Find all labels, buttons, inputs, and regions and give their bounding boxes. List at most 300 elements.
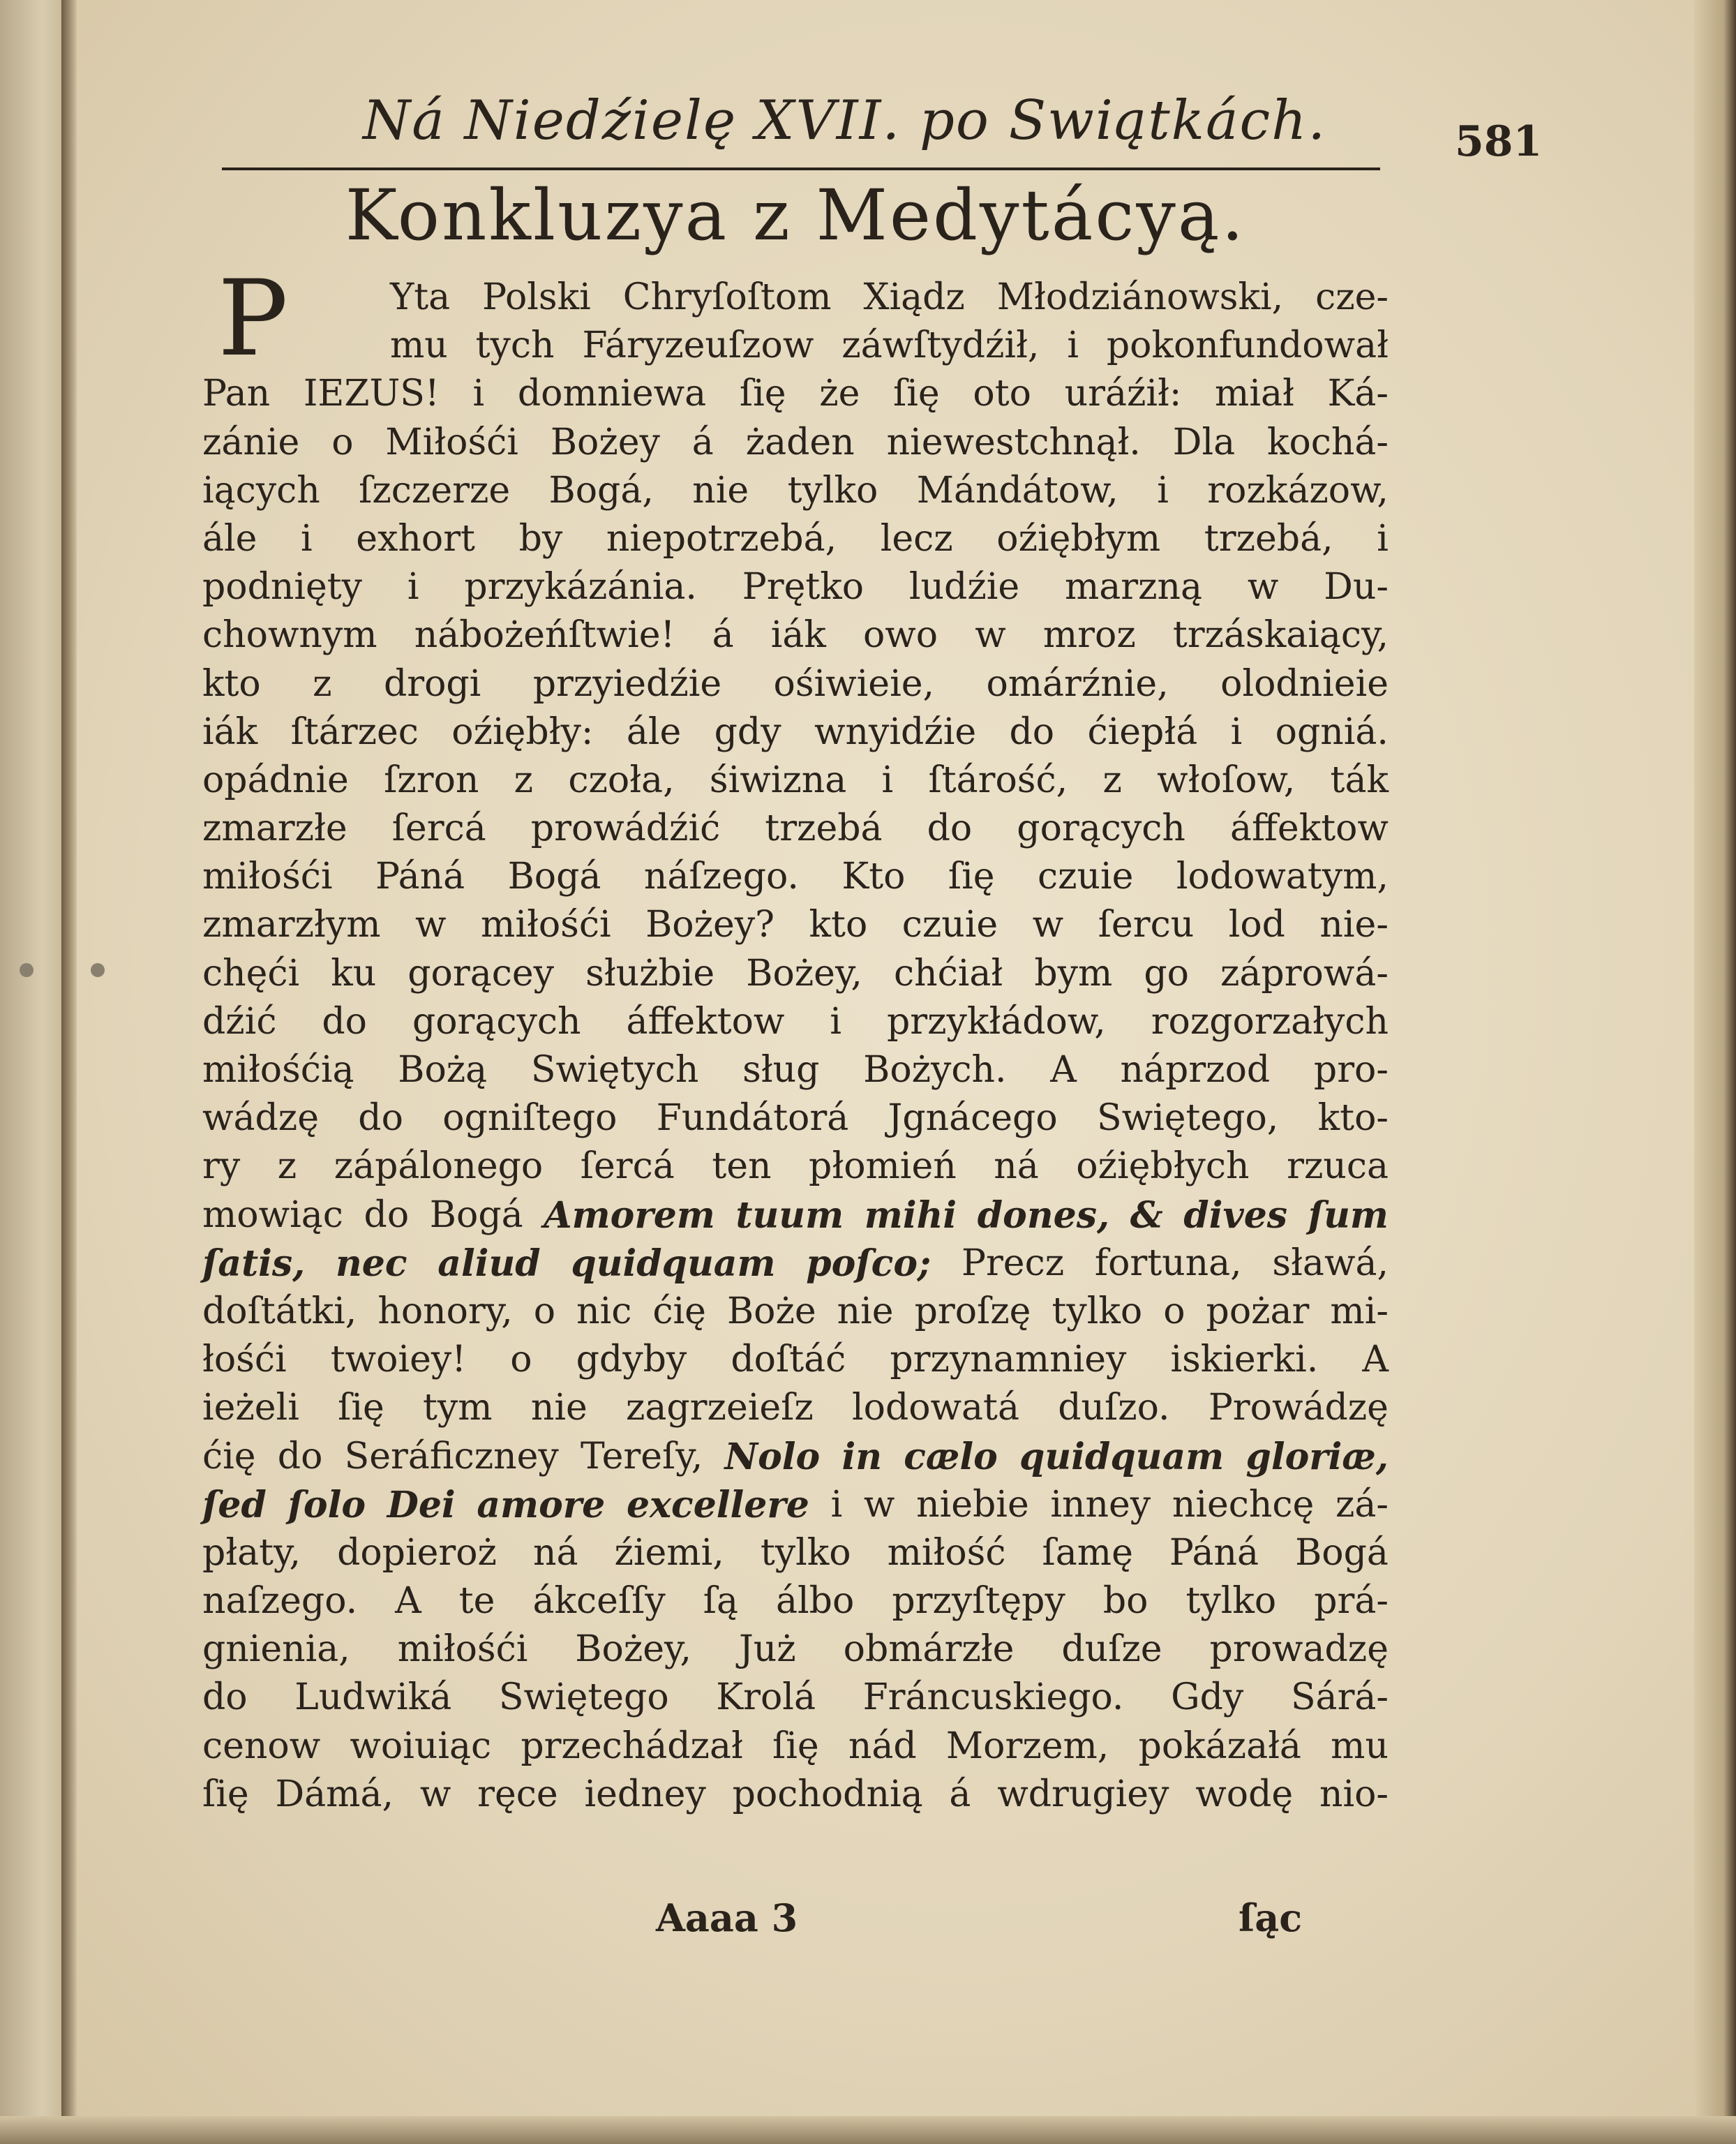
text-line [298, 274, 1389, 322]
word: Bożey, [575, 1628, 691, 1671]
word: domniewa [517, 373, 707, 415]
word: nio- [1319, 1773, 1389, 1815]
word: cælo [904, 1435, 998, 1478]
word: tym [423, 1387, 493, 1429]
word: Jgnácego [888, 1097, 1058, 1140]
word: Młodziánowski, [996, 276, 1284, 318]
word: że [819, 373, 860, 415]
word: żaden [745, 421, 855, 463]
binding-hole-mark [20, 963, 33, 977]
word: nábożeńſtwie! [414, 614, 675, 657]
word: Bożey? [645, 904, 775, 946]
word: záprowá- [1220, 952, 1389, 995]
word: ſzron [384, 759, 479, 801]
word: do [202, 1676, 248, 1719]
word: ku [331, 952, 377, 995]
word: Amorem [544, 1193, 715, 1237]
word: Morzem, [945, 1725, 1109, 1767]
text-line [202, 1674, 1389, 1722]
word: ręce [477, 1773, 558, 1815]
word: duſze [1061, 1628, 1162, 1671]
word: oźiębłym [996, 517, 1161, 560]
word: z [313, 662, 332, 705]
word: miał [1215, 373, 1294, 415]
word: Páná [1169, 1531, 1259, 1574]
word: gorących [412, 1000, 581, 1043]
word: ták [1330, 759, 1389, 801]
word: Fundátorá [656, 1097, 849, 1140]
text-line [202, 370, 1389, 418]
word: niewestchnął. [886, 421, 1141, 463]
text-line [298, 322, 1389, 370]
word: lodowatym, [1176, 856, 1389, 898]
book-gutter [61, 0, 77, 2144]
word: duſzo. [1058, 1387, 1170, 1429]
word: nie [837, 1290, 894, 1332]
word: sług [742, 1049, 820, 1091]
running-head: Ná Niedźielę XVII. po Swiątkách. [363, 89, 1327, 152]
word: o [510, 1339, 532, 1381]
word: ſię [772, 1725, 819, 1767]
section-title: Konkluzya z Medytácyą. [345, 174, 1246, 256]
word: prowadzę [1209, 1628, 1389, 1671]
word: gloriæ, [1245, 1435, 1389, 1478]
text-line [202, 1336, 1389, 1384]
word: Ludwiká [294, 1676, 452, 1719]
word: do [277, 1435, 323, 1477]
word: mu [1331, 1725, 1389, 1767]
word: uráźił: [1064, 373, 1182, 415]
word: ſię [739, 373, 786, 415]
word: lecz [880, 517, 953, 560]
word: z [277, 1145, 297, 1188]
word: ćię [202, 1435, 256, 1477]
word: ſed [202, 1483, 267, 1526]
word: bym [1034, 952, 1113, 995]
word: Polski [482, 276, 591, 318]
page-footer [202, 1896, 1389, 1944]
binding-hole-mark [91, 963, 105, 977]
word: tuum [735, 1193, 844, 1237]
word: gorących [1017, 807, 1185, 850]
word: miłośći [202, 856, 333, 898]
word: i [1157, 469, 1169, 512]
page-right-edge [1694, 0, 1736, 2144]
word: te [458, 1580, 495, 1623]
word: zápálonego [334, 1145, 544, 1188]
word: áffektow [1229, 807, 1389, 850]
word: iących [202, 469, 320, 512]
facing-page-edge [0, 0, 70, 2144]
header-rule [222, 168, 1380, 170]
word: w [975, 614, 1006, 657]
word: do [927, 807, 973, 850]
word: tylko [1052, 1290, 1143, 1332]
word: drogi [383, 662, 481, 705]
word: by [518, 517, 563, 560]
word: ſię [338, 1387, 384, 1429]
word: prá- [1314, 1580, 1389, 1623]
word: Boże [726, 1290, 816, 1332]
word: ále [202, 517, 257, 560]
word: Páná [375, 856, 465, 898]
word: oźiębłych [1076, 1145, 1250, 1188]
word: lodowatá [852, 1387, 1019, 1429]
word: dźić [202, 1000, 277, 1043]
word: sławá, [1272, 1242, 1389, 1284]
word: włoſow, [1157, 759, 1296, 801]
word: nie- [1319, 904, 1389, 946]
word: ſię [202, 1773, 249, 1815]
word: tylko [760, 1531, 851, 1574]
word: miłośćią [202, 1049, 354, 1091]
word: Mándátow, [916, 469, 1118, 512]
word: zmarzłe [202, 807, 347, 850]
word: źiemi, [614, 1531, 724, 1574]
text-line [202, 1771, 1389, 1819]
word: miłość [887, 1531, 1006, 1574]
body-text [202, 258, 1389, 1819]
word: ogniſtego [442, 1097, 618, 1140]
word: bo [1102, 1580, 1148, 1623]
text-line [202, 1433, 1389, 1481]
word: w [415, 904, 447, 946]
word: Krolá [716, 1676, 816, 1719]
word: aliud [437, 1242, 541, 1285]
text-line [202, 1625, 1389, 1674]
word: do [364, 1193, 410, 1236]
word: álbo [776, 1580, 855, 1623]
word: Już [738, 1628, 796, 1671]
word: kto- [1317, 1097, 1389, 1140]
word: pochodnią [732, 1773, 923, 1815]
word: mu [389, 325, 448, 367]
text-line [202, 611, 1389, 660]
word: rzuca [1287, 1145, 1389, 1188]
word: záwſtydźił, [841, 325, 1040, 367]
word: kochá- [1266, 421, 1389, 463]
word: olodnieie [1220, 662, 1389, 705]
signature-mark: Aaaa 3 [656, 1896, 798, 1940]
word: ſię [948, 856, 995, 898]
text-line [202, 805, 1389, 853]
word: ſzczerze [359, 469, 511, 512]
word: ſercu [1098, 904, 1195, 946]
word: ſtárzec [290, 710, 419, 753]
word: nie [692, 469, 749, 512]
word: zá- [1335, 1483, 1389, 1526]
text-line [202, 1384, 1389, 1432]
text-line [202, 419, 1389, 467]
text-line [202, 1288, 1389, 1336]
word: dopieroż [337, 1531, 497, 1574]
word: ná [532, 1531, 578, 1574]
word: łośći [202, 1339, 287, 1381]
text-line [202, 708, 1389, 757]
word: mowiąc [202, 1193, 343, 1236]
word: Swiętego [498, 1676, 669, 1719]
word: w [419, 1773, 451, 1815]
word: Bożą [398, 1049, 488, 1091]
word: ſercá [580, 1145, 675, 1188]
word: z [514, 759, 534, 801]
word: Chryſoſtom [622, 276, 832, 318]
text-line [202, 1046, 1389, 1094]
word: Dei [387, 1483, 456, 1526]
drop-cap: P [218, 258, 288, 380]
word: niechcę [1172, 1483, 1315, 1526]
word: do [358, 1097, 403, 1140]
word: twoiey! [330, 1339, 467, 1381]
word: poſco; [806, 1242, 931, 1285]
word: opádnie [202, 759, 349, 801]
word: i [1377, 517, 1389, 560]
word: kto [809, 904, 868, 946]
word: Bożych. [863, 1049, 1007, 1091]
word: pro- [1313, 1049, 1389, 1091]
word: i [407, 566, 419, 609]
word: chęći [202, 952, 300, 995]
word: i [830, 1483, 843, 1526]
word: gdy [714, 710, 781, 753]
word: Prętko [742, 566, 865, 609]
word: zánie [202, 421, 300, 463]
word: Fráncuskiego. [862, 1676, 1124, 1719]
word: obmárzłe [843, 1628, 1015, 1671]
word: Xiądz [863, 276, 965, 318]
word: tylko [787, 469, 878, 512]
word: mroz [1042, 614, 1136, 657]
word: Miłośći [385, 421, 518, 463]
word: Seráficzney [344, 1435, 559, 1477]
word: o [331, 421, 354, 463]
word: gorącey [407, 952, 554, 995]
word: płaty, [202, 1531, 301, 1574]
word: Bogá [429, 1193, 523, 1236]
word: A [1362, 1339, 1389, 1381]
word: zagrzeieſz [626, 1387, 814, 1429]
word: Swiętych [530, 1049, 699, 1091]
word: miłośći [397, 1628, 528, 1671]
word: ákceſſy [532, 1580, 666, 1623]
word: mi- [1330, 1290, 1389, 1332]
word: ná [994, 1145, 1039, 1188]
word: naſzego. [202, 1580, 358, 1623]
word: ſolo [287, 1483, 366, 1526]
word: gdyby [576, 1339, 687, 1381]
word: iák [770, 614, 826, 657]
word: ćiepłá [1087, 710, 1198, 753]
text-line [202, 1529, 1389, 1577]
text-line [202, 660, 1389, 708]
word: áffektow [626, 1000, 785, 1043]
word: do [1009, 710, 1055, 753]
word: i [1230, 710, 1243, 753]
word: do [322, 1000, 367, 1043]
word: fortuna, [1094, 1242, 1242, 1284]
word: proſzę [914, 1290, 1031, 1332]
text-line [202, 1094, 1389, 1142]
word: chćiał [894, 952, 1003, 995]
word: pokonfundował [1106, 325, 1389, 367]
word: Yta [389, 276, 451, 318]
word: i [472, 373, 485, 415]
word: IEZUS! [303, 373, 440, 415]
word: A [395, 1580, 421, 1623]
word: czoła, [568, 759, 675, 801]
word: podnięty [202, 566, 363, 609]
word: iskierki. [1170, 1339, 1319, 1381]
word: wádzę [202, 1097, 319, 1140]
word: marzną [1064, 566, 1203, 609]
word: trzáskaiący, [1172, 614, 1389, 657]
word: przykázánia. [464, 566, 697, 609]
word: nec [335, 1242, 407, 1285]
word: & [1130, 1193, 1163, 1237]
word: á [949, 1773, 971, 1815]
word: omárźnie, [986, 662, 1169, 705]
word: oto [973, 373, 1031, 415]
word: przyſtępy [892, 1580, 1065, 1623]
word: dives [1183, 1193, 1288, 1237]
word: ćię [652, 1290, 706, 1332]
word: ſtárość, [928, 759, 1068, 801]
word: Kto [841, 856, 906, 898]
word: lod [1228, 904, 1285, 946]
word: pokázałá [1138, 1725, 1301, 1767]
page-bottom-edge [0, 2116, 1736, 2144]
word: inney [1050, 1483, 1151, 1526]
word: rozkázow, [1207, 469, 1389, 512]
word: Dámá, [275, 1773, 394, 1815]
text-line [202, 1722, 1389, 1771]
word: Precz [961, 1242, 1065, 1284]
word: á [712, 614, 734, 657]
word: śiwizna [709, 759, 847, 801]
word: quidquam [1019, 1435, 1225, 1478]
word: Prowádzę [1208, 1387, 1389, 1429]
word: prowádźić [530, 807, 721, 850]
word: ogniá. [1275, 710, 1389, 753]
text-line [202, 901, 1389, 949]
word: amore [477, 1483, 606, 1526]
word: Dla [1172, 421, 1236, 463]
text-line [202, 563, 1389, 611]
word: wnyidźie [814, 710, 977, 753]
word: ſum [1308, 1193, 1389, 1237]
word: quidquam [571, 1242, 776, 1285]
word: zmarzłym [202, 904, 381, 946]
word: chownym [202, 614, 377, 657]
word: wodę [1195, 1773, 1294, 1815]
word: Ká- [1327, 373, 1389, 415]
text-line [202, 1481, 1389, 1529]
word: oźiębły: [451, 710, 594, 753]
word: z [1102, 759, 1122, 801]
word: doſtátki, [202, 1290, 357, 1332]
word: kto [202, 662, 261, 705]
word: Sárá- [1290, 1676, 1389, 1719]
word: Tereſy, [580, 1435, 703, 1477]
word: náprzod [1120, 1049, 1271, 1091]
word: Bożey [550, 421, 660, 463]
word: tylko [1185, 1580, 1277, 1623]
text-line [202, 1577, 1389, 1625]
word: Bogá [1295, 1531, 1389, 1574]
word: Swiętego, [1096, 1097, 1279, 1140]
text-line [202, 515, 1389, 563]
word: nie [530, 1387, 588, 1429]
word: pożar [1206, 1290, 1310, 1332]
word: miłośći [481, 904, 611, 946]
word: iedney [584, 1773, 706, 1815]
word: iák [202, 710, 258, 753]
word: ále [626, 710, 682, 753]
word: w [1032, 904, 1064, 946]
word: Du- [1324, 566, 1389, 609]
word: niebie [916, 1483, 1029, 1526]
word: służbie [585, 952, 715, 995]
word: ludźie [908, 566, 1020, 609]
word: cenow [202, 1725, 321, 1767]
word: exhort [356, 517, 475, 560]
word: ſamę [1042, 1531, 1133, 1574]
word: owo [862, 614, 938, 657]
word: gnienia, [202, 1628, 350, 1671]
word: niepotrzebá, [606, 517, 837, 560]
word: o [533, 1290, 556, 1332]
text-line [202, 467, 1389, 515]
word: in [841, 1435, 882, 1478]
word: Bożey, [746, 952, 862, 995]
word: doſtáć [731, 1339, 846, 1381]
word: á [691, 421, 714, 463]
word: woiuiąc [350, 1725, 492, 1767]
word: przyiedźie [532, 662, 722, 705]
word: trzebá, [1204, 517, 1333, 560]
text-line [202, 853, 1389, 901]
word: rozgorzałych [1151, 1000, 1389, 1043]
word: ry [202, 1145, 241, 1188]
word: Bogá [507, 856, 601, 898]
word: ſą [703, 1580, 739, 1623]
word: ieżeli [202, 1387, 299, 1429]
word: ſię [893, 373, 940, 415]
word: przykłádow, [886, 1000, 1106, 1043]
word: i [881, 759, 894, 801]
word: Nolo [724, 1435, 821, 1478]
word: cze- [1315, 276, 1389, 318]
word: płomień [809, 1145, 957, 1188]
word: i [301, 517, 313, 560]
text-line [202, 1240, 1389, 1288]
word: A [1050, 1049, 1077, 1091]
word: ten [712, 1145, 772, 1188]
word: przynamniey [890, 1339, 1127, 1381]
word: w [863, 1483, 895, 1526]
word: tych [475, 325, 555, 367]
word: o [1163, 1290, 1185, 1332]
word: Gdy [1171, 1676, 1244, 1719]
text-line [202, 757, 1389, 805]
word: Bogá, [548, 469, 654, 512]
word: ſercá [391, 807, 486, 850]
word: czuie [901, 904, 998, 946]
word: náſzego. [643, 856, 799, 898]
word: przechádzał [521, 1725, 743, 1767]
page-number: 581 [1455, 117, 1543, 166]
word: excellere [626, 1483, 809, 1526]
